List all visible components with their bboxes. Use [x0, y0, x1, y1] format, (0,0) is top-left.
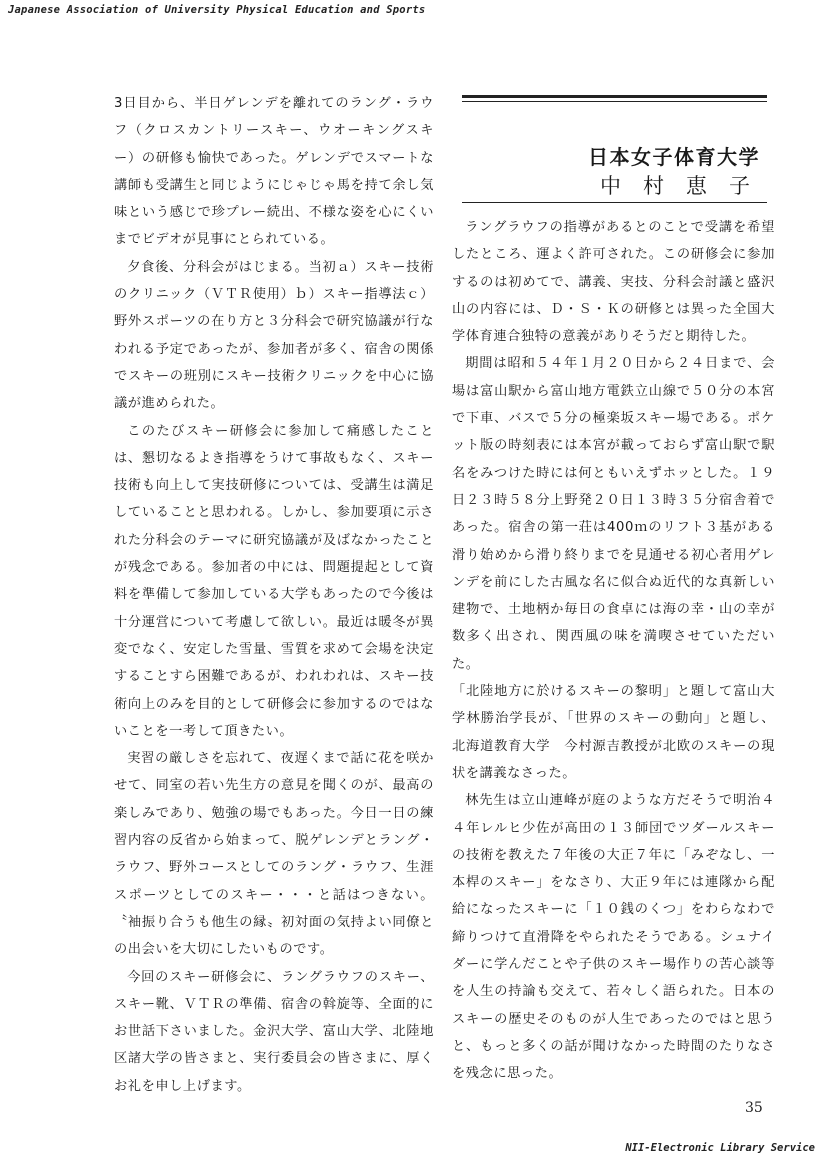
article-author: 中村恵子	[600, 174, 772, 198]
right-column	[452, 214, 775, 1088]
library-footer: NII-Electronic Library Service	[625, 1142, 815, 1154]
paragraph: 夕食後、分科会がはじまる。当初ａ）スキー技術のクリニック（ＶＴＲ使用）ｂ）スキー指導法ｃ）野外スポーツの在り方と３分科会で研究協議が行なわれる予定であったが、参加者が多く、宿舎の関係でスキーの班別にスキー技術クリニックを中心に協議が進められた。	[114, 259, 434, 412]
paragraph: 林先生は立山連峰が庭のような方だそうで明治４４年レルヒ少佐が高田の１３師団でツダールスキーの技術を教えた７年後の大正７年に「みぞなし、一本桿のスキー」をなさり、大正９年には連隊から配給になったスキーに「１０銭のくつ」をわらなわで締りつけて直滑降をやられたそうである。シュナイダーに学んだことや子供のスキー場作りの苦心談等を人生の持論も交えて、若々しく語られた。日本のスキーの歴史そのものが人生であったのではと思うと、もっと多くの話が聞けなかった時間のたりなさを残念に思った。	[452, 793, 775, 1082]
paragraph: 実習の厳しさを忘れて、夜遅くまで話に花を咲かせて、同室の若い先生方の意見を聞くのが、最高の楽しみであり、勉強の場でもあった。今日一日の練習内容の反省から始まって、脱ゲレンデとラング・ラウフ、野外コースとしてのラング・ラウフ、生涯スポーツとしてのスキー・・・と話はつきない。〝袖振り合うも他生の縁〟初対面の気持よい同僚との出会いを大切にしたいものです。	[114, 751, 434, 958]
paragraph: 今回のスキー研修会に、ラングラウフのスキー、スキー靴、ＶＴＲの準備、宿舎の斡旋等、全面的にお世話下さいました。金沢大学、富山大学、北陸地区諸大学の皆さまと、実行委員会の皆さまに、厚くお礼を申し上げます。	[114, 969, 434, 1094]
page-number: 35	[745, 1100, 763, 1116]
journal-header: Japanese Association of University Physical Education and Sports	[8, 4, 426, 16]
paragraph: 期間は昭和５４年１月２０日から２４日まで、会場は富山駅から富山地方電鉄立山線で５０分の本宮で下車、バスで５分の極楽坂スキー場である。ポケット版の時刻表には本宮が載っておらず富山駅で駅名をみつけた時には何ともいえずホッとした。１９日２３時５８分上野発２０日１３時３５分宿舎着であった。宿舎の第一荘は400ｍのリフト３基がある滑り始めから滑り終りまでを見通せる初心者用ゲレンデを前にした古風な名に似合ぬ近代的な真新しい建物で、土地柄か毎日の食卓には海の幸・山の幸が数多く出され、関西風の味を満喫させていただいた。	[452, 356, 775, 672]
paragraph: 3日目から、半日ゲレンデを離れてのラング・ラウフ（クロスカントリースキー、ウオーキングスキー）の研修も愉快であった。ゲレンデでスマートな講師も受講生と同じようにじゃじゃ馬を持て余し気味という感じで珍プレー続出、不様な姿を心にくいまでビデオが見事にとられている。	[114, 96, 434, 248]
paragraph: 「北陸地方に於けるスキーの黎明」と題して富山大学林勝治学長が、「世界のスキーの動向」と題し、北海道教育大学 今村源吉教授が北欧のスキーの現状を講義なさった。	[452, 684, 775, 781]
paragraph: ラングラウフの指導があるとのことで受講を希望したところ、運よく許可された。この研修会に参加するのは初めてで、講義、実技、分科会討議と盛沢山の内容には、Ｄ・Ｓ・Ｋの研修とは異った全国大学体育連合独特の意義がありそうだと期待した。	[452, 220, 775, 345]
title-rule-bottom	[462, 202, 767, 203]
title-rule-thin	[462, 101, 767, 102]
paragraph: このたびスキー研修会に参加して痛感したことは、懇切なるよき指導をうけて事故もなく、スキー技術も向上して実技研修については、受講生は満足していることと思われる。しかし、参加要項に示された分科会のテーマに研究協議が及ばなかったことが残念である。参加者の中には、問題提起として資料を準備して参加している大学もあったので今後は十分運営について考慮して欲しい。最近は暖冬が異変でなく、安定した雪量、雪質を求めて会場を決定することすら困難であるが、われわれは、スキー技術向上のみを目的として研修会に参加するのではないことを一考して頂きたい。	[114, 423, 434, 739]
title-rule-thick	[462, 95, 767, 98]
article-title: 日本女子体育大学	[588, 145, 760, 169]
left-column	[114, 90, 434, 1100]
